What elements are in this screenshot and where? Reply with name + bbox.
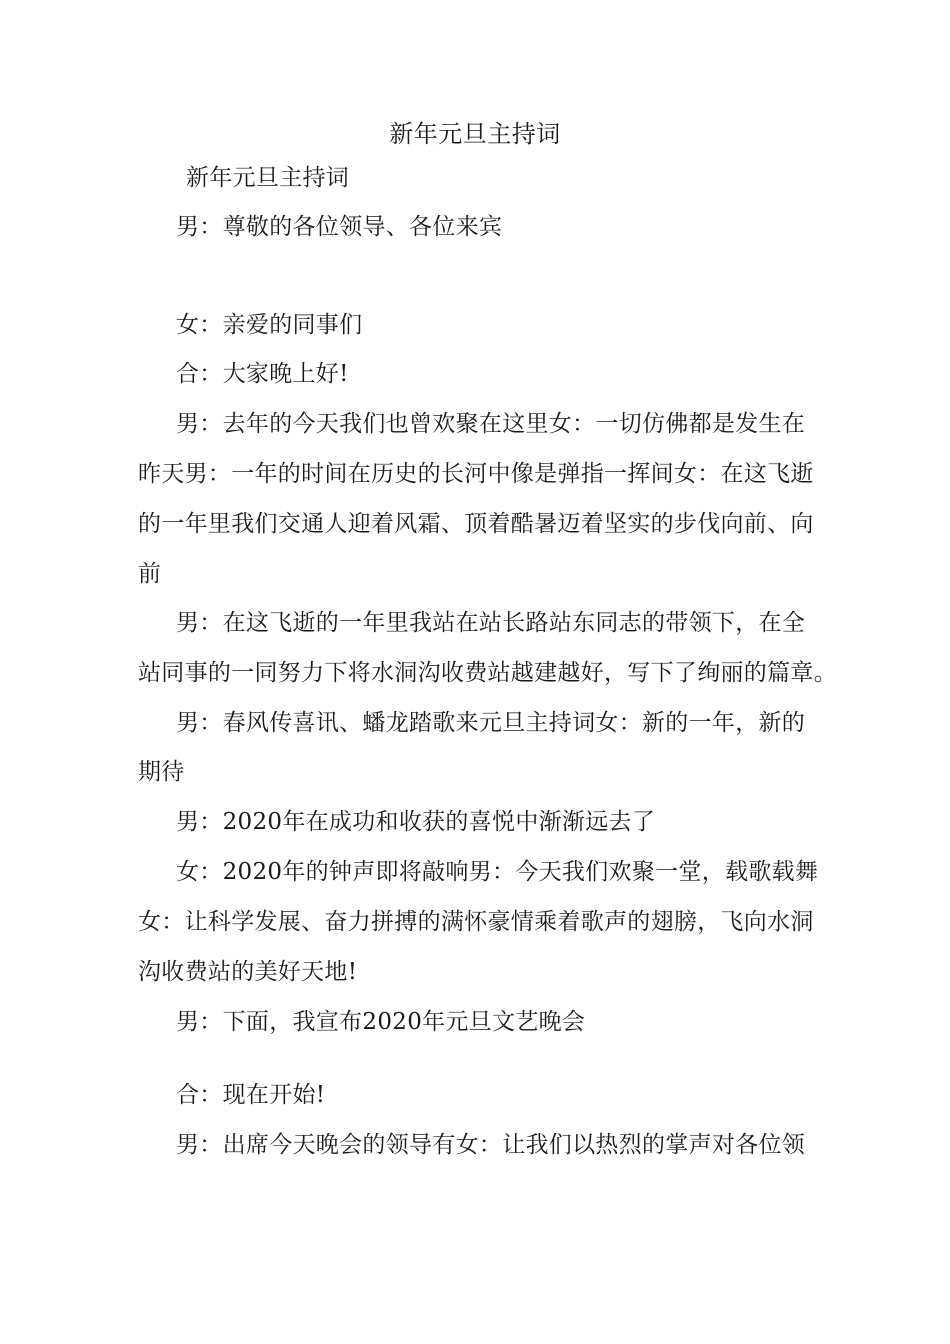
subtitle-line: 新年元旦主持词 (186, 165, 350, 191)
paragraph-line: 男：去年的今天我们也曾欢聚在这里女：一切仿佛都是发生在 (176, 411, 806, 437)
paragraph-line: 男：下面，我宣布2020年元旦文艺晚会 (176, 1009, 586, 1035)
paragraph-line: 合：现在开始! (176, 1082, 326, 1108)
paragraph-line: 合：大家晚上好! (176, 361, 349, 387)
paragraph-line: 女：让科学发展、奋力拼搏的满怀豪情乘着歌声的翅膀，飞向水洞 (138, 909, 814, 935)
paragraph-line: 男：在这飞逝的一年里我站在站长路站东同志的带领下，在全 (176, 610, 806, 636)
paragraph-line: 男：出席今天晚会的领导有女：让我们以热烈的掌声对各位领 (176, 1132, 806, 1158)
paragraph-line: 昨天男：一年的时间在历史的长河中像是弹指一挥间女：在这飞逝 (138, 461, 814, 487)
paragraph-line: 女：2020年的钟声即将敲响男：今天我们欢聚一堂，载歌载舞 (176, 859, 819, 885)
paragraph-line: 男：春风传喜讯、蟠龙踏歌来元旦主持词女：新的一年，新的 (176, 710, 806, 736)
paragraph-line: 站同事的一同努力下将水洞沟收费站越建越好，写下了绚丽的篇章。 (138, 660, 837, 686)
paragraph-line: 男：2020年在成功和收获的喜悦中渐渐远去了 (176, 809, 656, 835)
paragraph-line: 前 (138, 561, 162, 587)
paragraph-line: 女：亲爱的同事们 (176, 312, 363, 338)
paragraph-line: 沟收费站的美好天地! (138, 959, 358, 985)
paragraph-line: 期待 (138, 759, 185, 785)
document-title: 新年元旦主持词 (389, 120, 561, 148)
paragraph-line: 的一年里我们交通人迎着风霜、顶着酷暑迈着坚实的步伐向前、向 (138, 511, 814, 537)
paragraph-line: 男：尊敬的各位领导、各位来宾 (176, 214, 503, 240)
